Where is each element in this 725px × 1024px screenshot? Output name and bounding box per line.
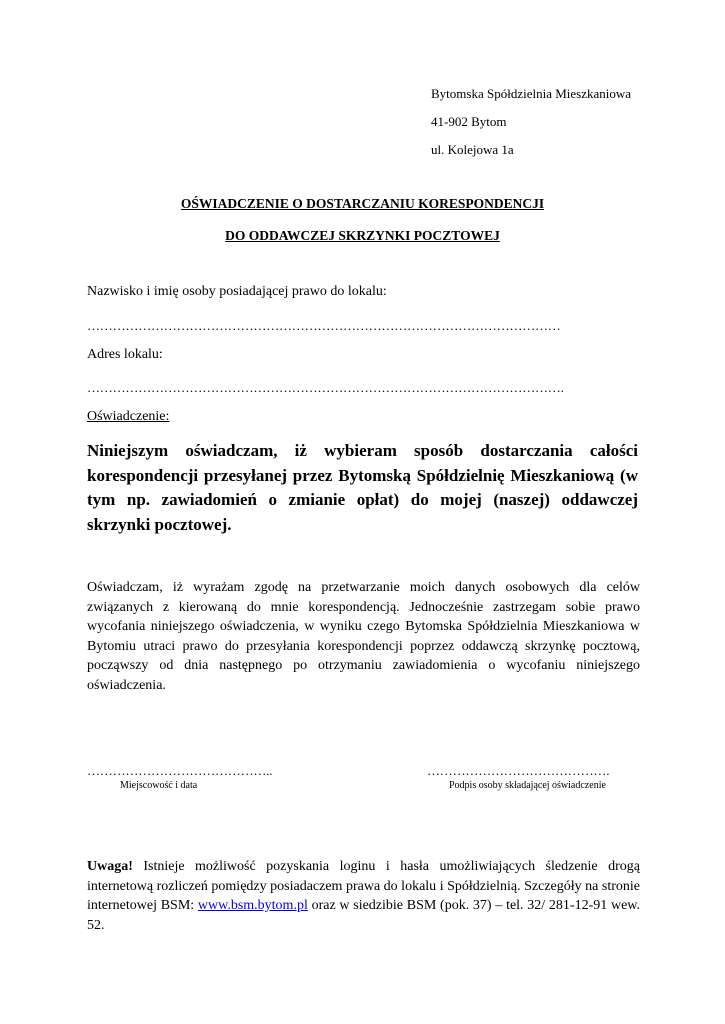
name-field-label: Nazwisko i imię osoby posiadającej prawo do lokalu: [87, 284, 387, 299]
place-date-dots: …………………………………….. [87, 763, 273, 778]
address-field-label: Adres lokalu: [87, 347, 163, 362]
consent-paragraph: Oświadczam, iż wyrażam zgodę na przetwarzanie moich danych osobowych dla celów związanych z kierowaną do mnie korespondencją. Jednocześnie zastrzegam sobie prawo wycofania niniejszego oświadczenia, w wyniku czego Bytomska Spółdzielnia Mieszkaniowa w Bytomiu utraci prawo do przesyłania korespondencji poprzez oddawczą skrzynkę pocztową, począwszy od dnia następnego po otrzymaniu zawiadomienia o wycofaniu niniejszego oświadczenia. [87, 580, 640, 693]
name-field-dots: ………………………………………………………………………………………………… [87, 318, 561, 333]
address-field-dots: …………………………………………………………………………………………………. [87, 380, 564, 395]
signature-caption: Podpis osoby składającej oświadczenie [449, 780, 606, 791]
document-title-line2: DO ODDAWCZEJ SKRZYNKI POCZTOWEJ [225, 228, 500, 243]
note-label: Uwaga! [87, 859, 133, 874]
website-link[interactable]: www.bsm.bytom.pl [197, 898, 308, 914]
note-paragraph [87, 857, 640, 935]
place-date-caption: Miejscowość i data [120, 780, 198, 791]
recipient-street: ul. Kolejowa 1a [431, 142, 514, 157]
note-text-2: oraz w siedzibie BSM (pok. 37) – tel. 32/ 281-12-91 wew. 52. [87, 898, 640, 933]
recipient-name: Bytomska Spółdzielnia Mieszkaniowa [431, 86, 632, 101]
signature-dots: ……………………………………. [427, 763, 610, 778]
declaration-paragraph: Niniejszym oświadczam, iż wybieram sposób dostarczania całości korespondencji przesyłanej przez Bytomską Spółdzielnię Mieszkaniową (w tym np. zawiadomień o zmianie opłat) do mojej (naszej) oddawczej skrzynki pocztowej. [87, 441, 638, 534]
recipient-postal: 41-902 Bytom [431, 114, 507, 129]
note-text-1: Istnieje możliwość pozyskania loginu i hasła umożliwiających śledzenie drogą internetową rozliczeń pomiędzy posiadaczem prawa do lokalu i Spółdzielnią. Szczegóły na stronie internetowej BSM: [87, 859, 640, 914]
document-title-line1: OŚWIADCZENIE O DOSTARCZANIU KORESPONDENCJI [180, 196, 545, 211]
statement-label: Oświadczenie: [87, 409, 170, 424]
